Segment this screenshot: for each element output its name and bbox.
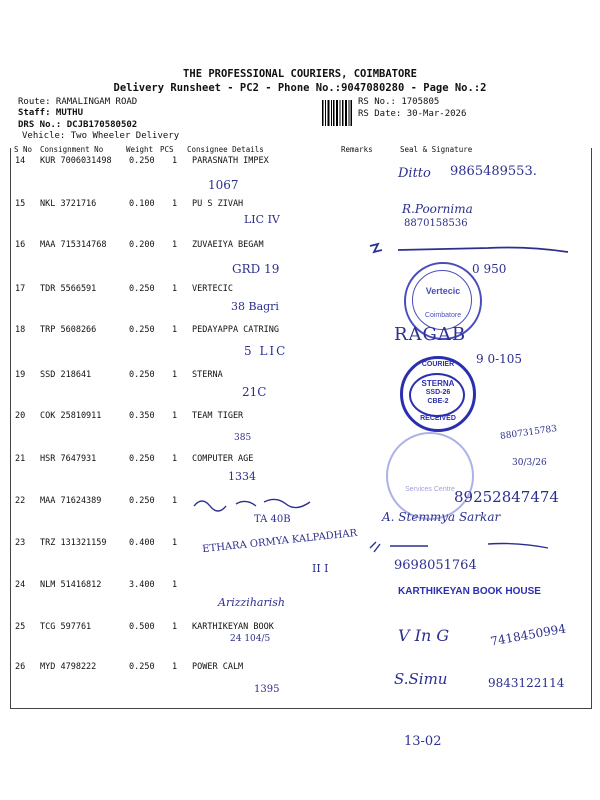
pcs-cell: 1	[172, 240, 178, 250]
weight-cell: 0.500	[129, 622, 155, 632]
services-centre-stamp: Services Centre	[386, 432, 474, 520]
barcode-image	[322, 100, 352, 126]
handwritten-bottom-note: 13-02	[404, 734, 442, 749]
consignment-cell: NLM 51416812	[40, 580, 102, 590]
handwritten-note: TA 40B	[254, 514, 291, 525]
consignment-cell: TRZ 131321159	[40, 538, 107, 548]
handwritten-note: LIC IV	[244, 213, 280, 226]
handwritten-signature: R.Poornima	[402, 202, 473, 216]
consignee-cell: TEAM TIGER	[192, 411, 244, 421]
handwritten-note: 24 104/5	[230, 634, 271, 644]
handwritten-note: 1067	[208, 178, 239, 192]
col-remarks: Remarks	[341, 145, 373, 154]
consignment-cell: NKL 3721716	[40, 199, 97, 209]
handwritten-note: 21C	[242, 385, 267, 399]
handwritten-phone: 9 0-105	[476, 352, 523, 366]
consignee-cell: PARASNATH IMPEX	[192, 156, 269, 166]
handwritten-note: Arizziharish	[218, 596, 285, 609]
col-sno: S No	[14, 145, 33, 154]
pcs-cell: 1	[172, 496, 178, 506]
pcs-cell: 1	[172, 580, 178, 590]
courier-received-stamp: COURIER STERNA SSD-26 CBE-2 RECEIVED	[400, 356, 476, 432]
consignment-cell: SSD 218641	[40, 370, 92, 380]
consignment-cell: TDR 5566591	[40, 284, 97, 294]
consignment-cell: MAA 715314768	[40, 240, 107, 250]
consignment-cell: TRP 5608266	[40, 325, 97, 335]
consignee-cell: POWER CALM	[192, 662, 244, 672]
pcs-cell: 1	[172, 156, 178, 166]
handwritten-phone: 9698051764	[394, 558, 477, 573]
handwritten-signature: V In G	[398, 626, 450, 645]
consignee-cell: VERTECIC	[192, 284, 233, 294]
consignee-cell: KARTHIKEYAN BOOK	[192, 622, 274, 632]
runsheet-subtitle: Delivery Runsheet - PC2 - Phone No.:9047080280 - Page No.:2	[113, 82, 487, 94]
vertecic-seal: Vertecic Coimbatore	[404, 262, 482, 340]
handwritten-note: 5 LIC	[244, 344, 288, 358]
table-row	[0, 284, 600, 324]
consignment-cell: HSR 7647931	[40, 454, 97, 464]
rs-date: RS Date: 30-Mar-2026	[358, 109, 467, 119]
sno-cell: 23	[15, 538, 26, 548]
handwritten-date: 30/3/26	[512, 458, 547, 468]
signature-scribble	[368, 240, 588, 264]
pcs-cell: 1	[172, 370, 178, 380]
col-consignee: Consignee Details	[187, 145, 264, 154]
weight-cell: 0.250	[129, 284, 155, 294]
drs-number: DRS No.: DCJB170580502	[18, 120, 138, 130]
pcs-cell: 1	[172, 538, 178, 548]
handwritten-phone: 7418450994	[489, 621, 567, 649]
consignment-cell: TCG 597761	[40, 622, 92, 632]
karthikeyan-stamp: KARTHIKEYAN BOOK HOUSE	[398, 586, 541, 597]
col-seal: Seal & Signature	[400, 145, 473, 154]
col-pcs: PCS	[160, 145, 174, 154]
handwritten-phone: 9865489553.	[450, 164, 537, 179]
weight-cell: 3.400	[129, 580, 155, 590]
handwritten-note: 385	[234, 433, 252, 443]
consignee-cell: COMPUTER AGE	[192, 454, 254, 464]
weight-cell: 0.250	[129, 496, 155, 506]
pcs-cell: 1	[172, 411, 178, 421]
handwritten-note: 1334	[228, 470, 256, 483]
weight-cell: 0.400	[129, 538, 155, 548]
handwritten-phone: 8870158536	[404, 218, 468, 229]
weight-cell: 0.200	[129, 240, 155, 250]
sno-cell: 16	[15, 240, 26, 250]
handwritten-signature: Ditto	[398, 166, 431, 181]
weight-cell: 0.250	[129, 325, 155, 335]
vehicle-label: Vehicle: Two Wheeler Delivery	[22, 131, 180, 141]
col-consignment: Consignment No	[40, 145, 104, 154]
sno-cell: 26	[15, 662, 26, 672]
consignment-cell: KUR 7006031498	[40, 156, 112, 166]
sno-cell: 15	[15, 199, 26, 209]
consignment-cell: MAA 71624389	[40, 496, 102, 506]
weight-cell: 0.250	[129, 156, 155, 166]
pcs-cell: 1	[172, 325, 178, 335]
pcs-cell: 1	[172, 284, 178, 294]
handwritten-note: ETHARA ORMYA KALPADHAR	[201, 527, 358, 556]
pcs-cell: 1	[172, 662, 178, 672]
sno-cell: 24	[15, 580, 26, 590]
handwritten-note: 1395	[254, 684, 280, 695]
weight-cell: 0.250	[129, 370, 155, 380]
sno-cell: 21	[15, 454, 26, 464]
rs-number: RS No.: 1705805	[358, 97, 440, 107]
consignee-cell: PU S ZIVAH	[192, 199, 244, 209]
consignment-cell: COK 25810911	[40, 411, 102, 421]
sno-cell: 20	[15, 411, 26, 421]
handwritten-note: 38 Bagri	[231, 300, 279, 313]
sno-cell: 18	[15, 325, 26, 335]
sno-cell: 17	[15, 284, 26, 294]
sno-cell: 22	[15, 496, 26, 506]
sno-cell: 14	[15, 156, 26, 166]
weight-cell: 0.100	[129, 199, 155, 209]
pcs-cell: 1	[172, 454, 178, 464]
handwritten-signature: A. Stemmya Sarkar	[382, 510, 501, 524]
consignment-cell: MYD 4798222	[40, 662, 97, 672]
handwritten-phone: 9843122114	[488, 676, 565, 690]
sno-cell: 19	[15, 370, 26, 380]
consignee-cell: STERNA	[192, 370, 223, 380]
weight-cell: 0.350	[129, 411, 155, 421]
handwritten-phone: 89252847474	[454, 488, 559, 506]
weight-cell: 0.250	[129, 662, 155, 672]
table-row	[0, 199, 600, 239]
sno-cell: 25	[15, 622, 26, 632]
handwritten-phone: 8807315783	[499, 424, 558, 442]
pcs-cell: 1	[172, 622, 178, 632]
staff-label: Staff: MUTHU	[18, 108, 84, 118]
col-weight: Weight	[126, 145, 154, 154]
weight-cell: 0.250	[129, 454, 155, 464]
handwritten-signature: S.Simu	[394, 670, 448, 688]
handwritten-note: II I	[312, 562, 329, 575]
table-row	[0, 370, 600, 410]
handwritten-scribble	[190, 494, 340, 514]
handwritten-note: GRD 19	[232, 262, 280, 276]
handwritten-phone: 0 950	[472, 262, 507, 276]
consignee-cell: ZUVAEIYA BEGAM	[192, 240, 264, 250]
handwritten-signature: RAGAB	[394, 324, 467, 345]
signature-scribble	[368, 540, 558, 556]
route-label: Route: RAMALINGAM ROAD	[18, 97, 138, 107]
company-title: THE PROFESSIONAL COURIERS, COIMBATORE	[183, 68, 417, 80]
consignee-cell: PEDAYAPPA CATRING	[192, 325, 279, 335]
pcs-cell: 1	[172, 199, 178, 209]
